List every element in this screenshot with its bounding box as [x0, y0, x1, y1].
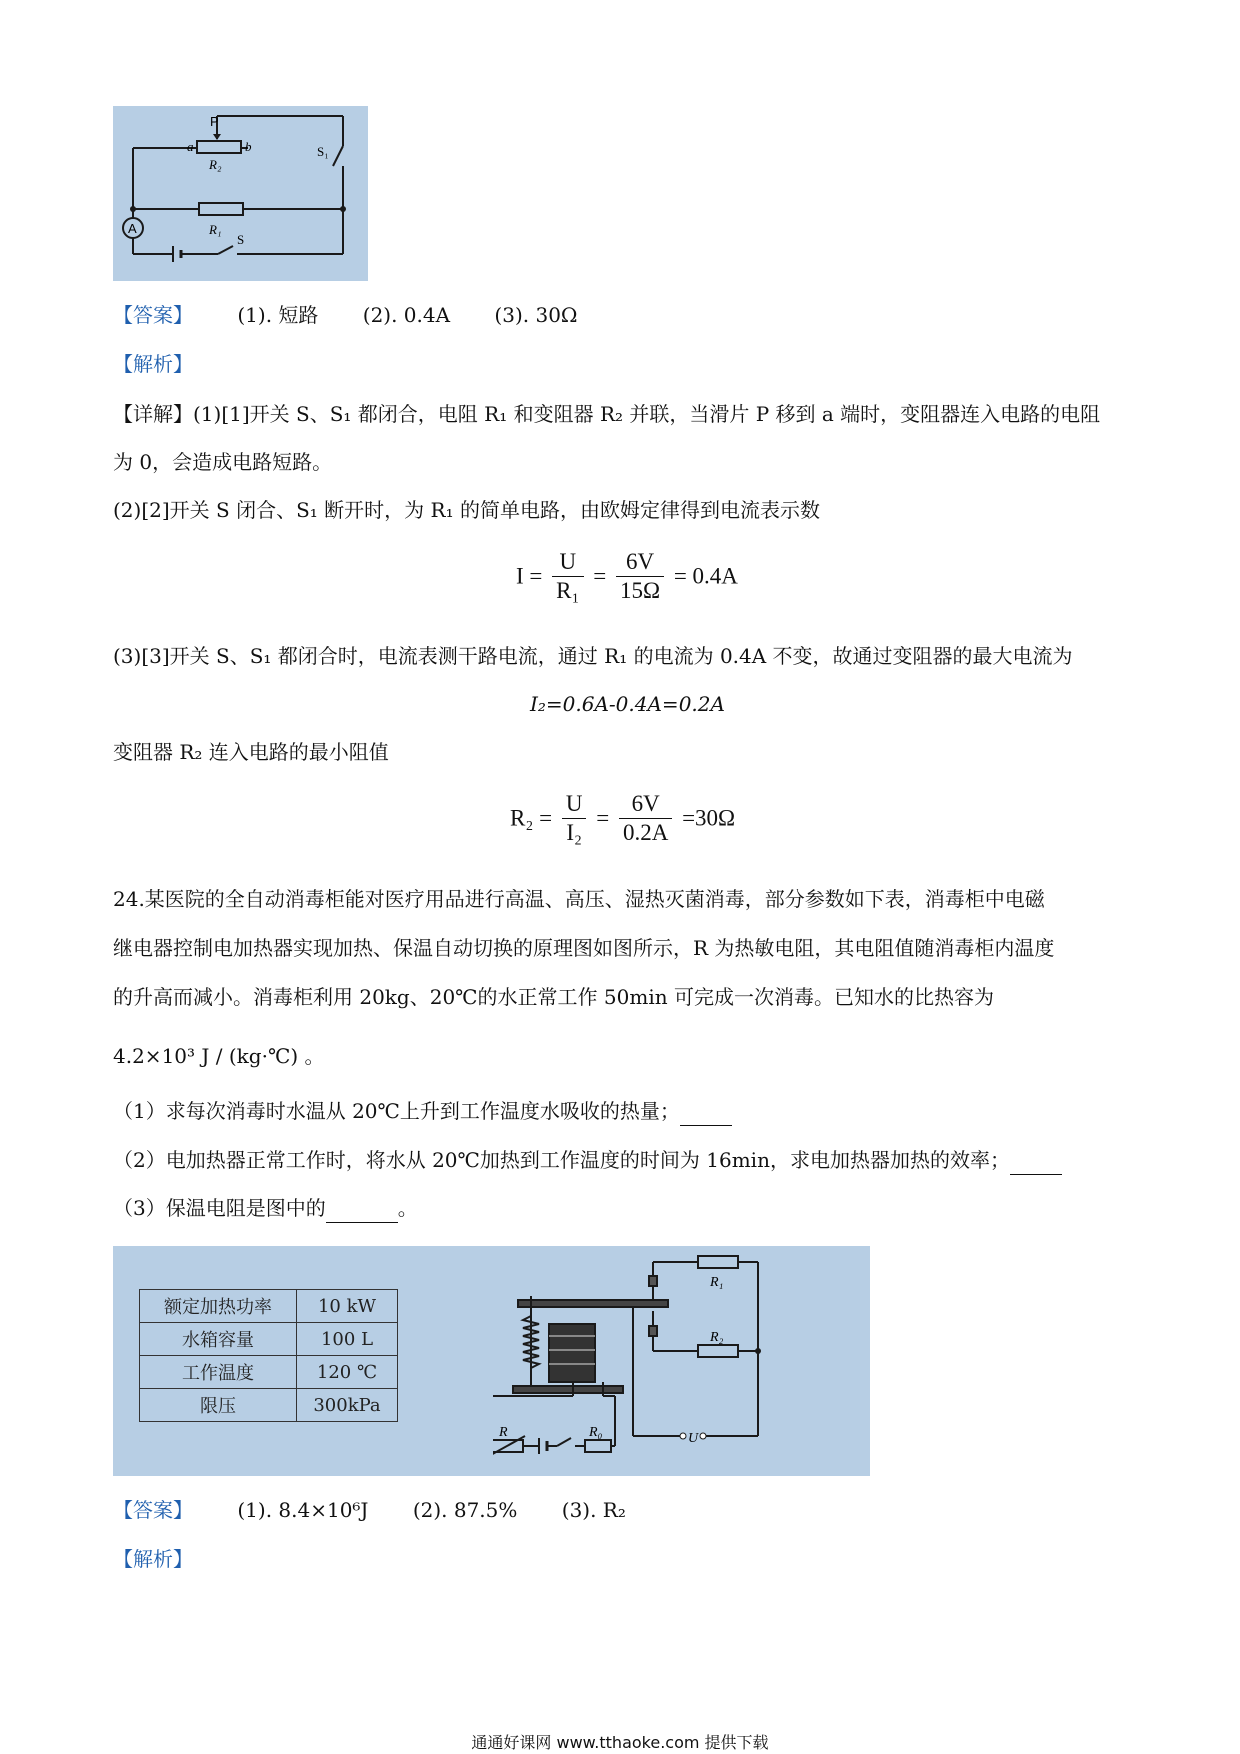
parameter-table — [139, 1289, 398, 1422]
eq1-denominator: R₁ — [556, 578, 580, 603]
eq1-numerator: U — [552, 548, 583, 577]
table-row — [140, 1290, 398, 1323]
table-cell: 300kPa — [297, 1389, 398, 1422]
q24-answer-row — [113, 1496, 626, 1524]
q23-answer-3: (3). 30Ω — [494, 303, 578, 327]
eq3-denominator: I₂ — [566, 820, 582, 845]
label-s: S — [237, 232, 245, 247]
table-cell: 限压 — [140, 1389, 297, 1422]
ammeter-label: A — [128, 221, 137, 236]
q24-sub2 — [113, 1146, 1062, 1175]
q24-answer-1: (1). 8.4×10⁶J — [237, 1498, 369, 1522]
eq3-lhs: R₂ = — [510, 805, 553, 831]
table-cell: 额定加热功率 — [140, 1290, 297, 1323]
relay-circuit-diagram — [493, 1246, 870, 1476]
q23-p4: 变阻器 R₂ 连入电路的最小阻值 — [113, 740, 389, 764]
label-r1: R₁ — [209, 222, 222, 237]
q24-sub3 — [113, 1194, 418, 1223]
eq3-equals: = — [596, 805, 610, 831]
table-cell: 10 kW — [297, 1290, 398, 1323]
equation-current — [516, 548, 738, 605]
eq1-numerator-2: 6V — [616, 548, 664, 577]
label-r2: R₂ — [710, 1330, 724, 1345]
disinfection-cabinet-figure — [113, 1246, 870, 1476]
label-p: P — [210, 114, 219, 129]
q24-line3: 的升高而减小。消毒柜利用 20kg、20℃的水正常工作 50min 可完成一次消毒。已知水的比热容为 — [113, 985, 994, 1009]
table-row — [140, 1323, 398, 1356]
table-row — [140, 1356, 398, 1389]
q23-p1-line2: 为 0，会造成电路短路。 — [113, 450, 333, 474]
eq3-denominator-2: 0.2A — [622, 820, 669, 845]
label-r2: R₂ — [209, 157, 222, 172]
label-a: a — [187, 139, 194, 154]
eq3-numerator: U — [562, 790, 587, 819]
eq1-rhs: = 0.4A — [673, 563, 738, 589]
q24-sub1 — [113, 1097, 732, 1126]
equation-r2 — [510, 790, 735, 847]
answer-tag: 【答案】 — [113, 303, 193, 327]
answer-tag: 【答案】 — [113, 1498, 193, 1522]
detail-tag: 【详解】 — [113, 402, 193, 426]
q24-sub2-text: （2）电加热器正常工作时，将水从 20℃加热到工作温度的时间为 16min，求电加热器加热的效率； — [113, 1148, 1010, 1172]
q24-answer-3: (3). R₂ — [561, 1498, 626, 1522]
circuit-diagram-1 — [113, 106, 368, 281]
equation-i2: I₂=0.6A-0.4A=0.2A — [530, 692, 725, 716]
eq1-lhs: I = — [516, 563, 543, 589]
eq1-denominator-2: 15Ω — [619, 578, 661, 603]
q24-line4: 4.2×10³ J / (kg·℃) 。 — [113, 1044, 325, 1068]
table-row — [140, 1389, 398, 1422]
eq1-equals: = — [593, 563, 607, 589]
answer-blank-1[interactable] — [680, 1097, 732, 1126]
q24-line2: 继电器控制电加热器实现加热、保温自动切换的原理图如图所示，R 为热敏电阻，其电阻值随消毒柜内温度 — [113, 936, 1055, 960]
answer-blank-2[interactable] — [1010, 1146, 1062, 1175]
label-r1: R₁ — [710, 1275, 724, 1290]
page-footer: 通通好课网 www.tthaoke.com 提供下载 — [471, 1733, 769, 1752]
table-cell: 水箱容量 — [140, 1323, 297, 1356]
q23-answer-row — [113, 301, 578, 329]
q23-answer-2: (2). 0.4A — [362, 303, 451, 327]
q23-answer-1: (1). 短路 — [237, 303, 319, 327]
q23-detail-line1 — [113, 400, 1100, 428]
q24-sub3-end: 。 — [397, 1196, 418, 1220]
q24-answer-2: (2). 87.5% — [412, 1498, 518, 1522]
label-s1: S₁ — [317, 144, 329, 159]
q24-sub3-text: （3）保温电阻是图中的 — [113, 1196, 326, 1220]
label-r0: R₀ — [589, 1425, 603, 1440]
q23-p3: (3)[3]开关 S、S₁ 都闭合时，电流表测干路电流，通过 R₁ 的电流为 0.4A 不变，故通过变阻器的最大电流为 — [113, 644, 1073, 668]
label-b: b — [245, 139, 252, 154]
q24-line1: 24.某医院的全自动消毒柜能对医疗用品进行高温、高压、湿热灭菌消毒，部分参数如下表，消毒柜中电磁 — [113, 887, 1045, 911]
analysis-tag: 【解析】 — [113, 1547, 193, 1571]
table-cell: 100 L — [297, 1323, 398, 1356]
circuit-figure-1 — [113, 106, 368, 281]
q23-p1-line1: (1)[1]开关 S、S₁ 都闭合，电阻 R₁ 和变阻器 R₂ 并联，当滑片 P 移到 a 端时，变阻器连入电路的电阻 — [193, 402, 1101, 426]
q23-p2: (2)[2]开关 S 闭合、S₁ 断开时，为 R₁ 的简单电路，由欧姆定律得到电流表示数 — [113, 498, 820, 522]
label-r: R — [499, 1425, 508, 1440]
table-cell: 工作温度 — [140, 1356, 297, 1389]
q24-sub1-text: （1）求每次消毒时水温从 20℃上升到工作温度水吸收的热量； — [113, 1099, 680, 1123]
label-u: U — [688, 1431, 699, 1446]
answer-blank-3[interactable] — [326, 1194, 398, 1223]
table-cell: 120 ℃ — [297, 1356, 398, 1389]
eq3-numerator-2: 6V — [619, 790, 672, 819]
eq3-rhs: =30Ω — [682, 805, 736, 831]
analysis-tag: 【解析】 — [113, 352, 193, 376]
